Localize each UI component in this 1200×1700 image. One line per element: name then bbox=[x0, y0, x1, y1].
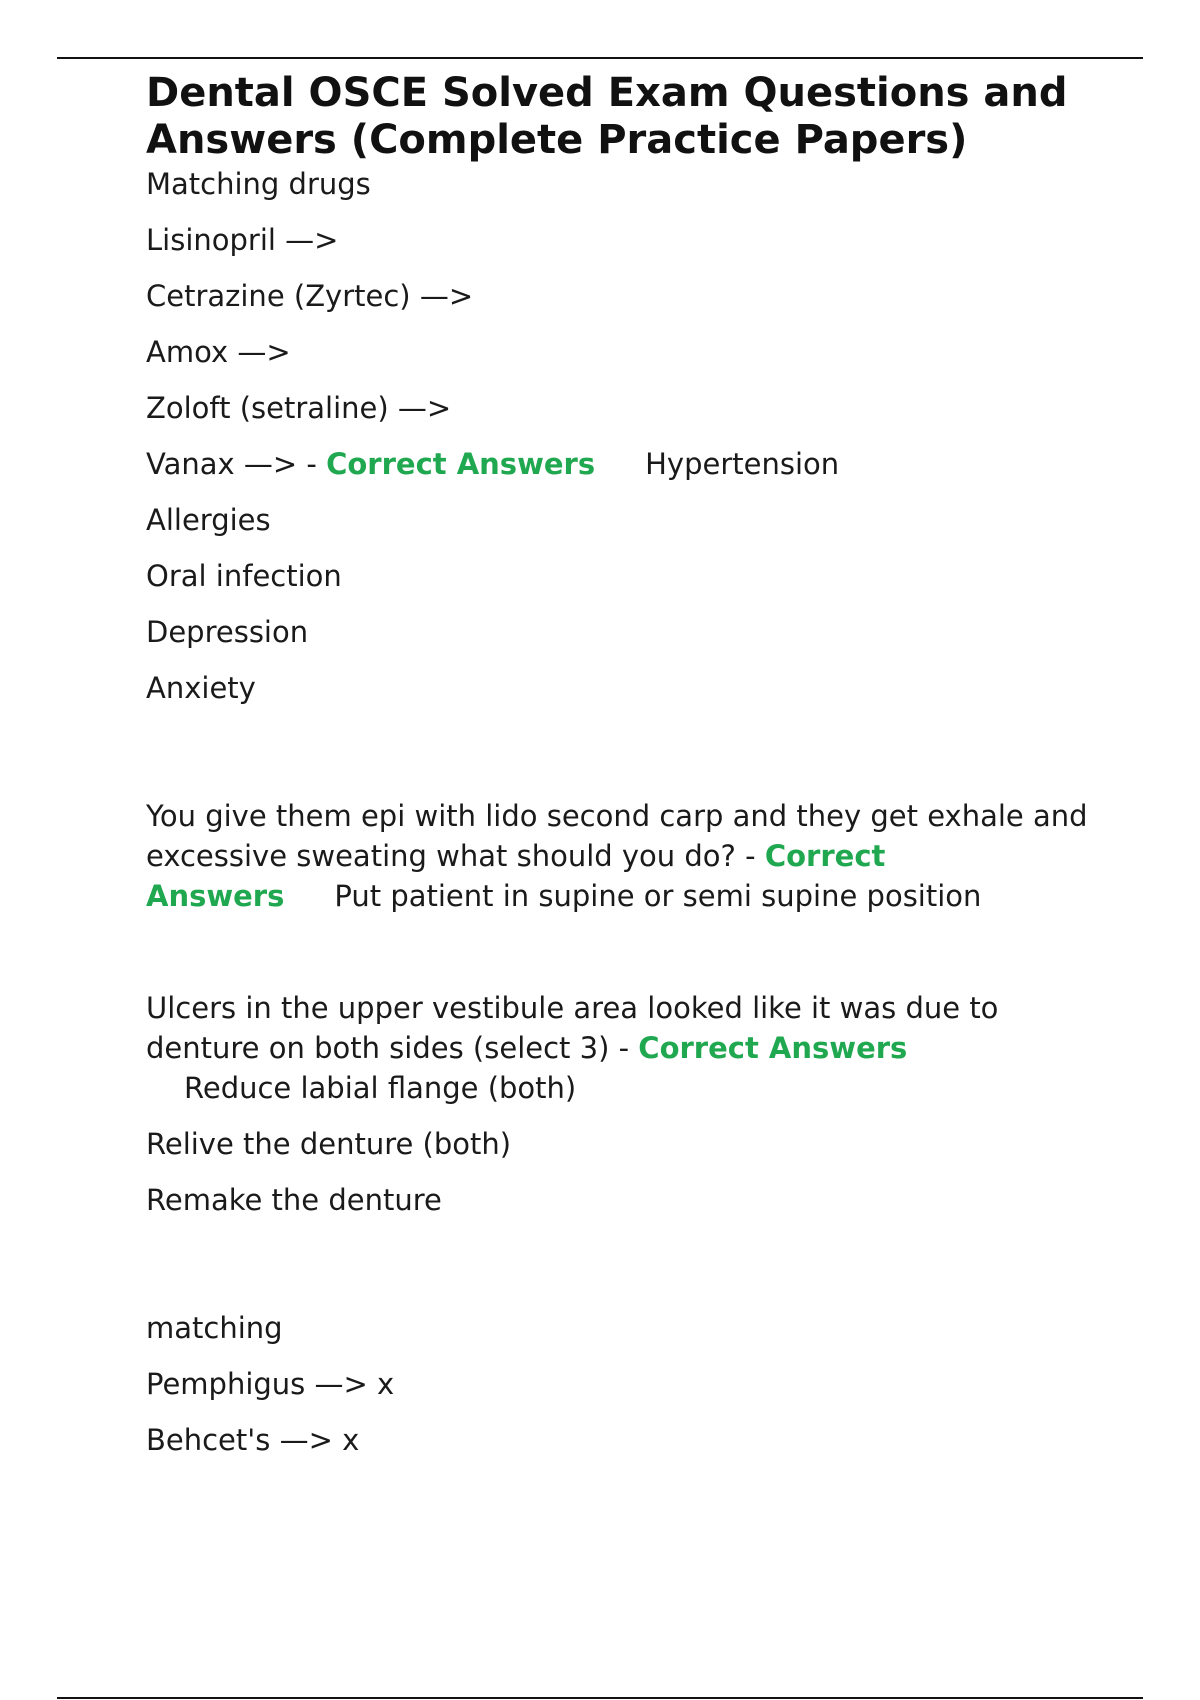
matching-item: Behcet's —> x bbox=[146, 1423, 360, 1457]
question-3 bbox=[146, 988, 1106, 1220]
drug-item: Amox —> bbox=[146, 335, 291, 369]
answer-item: Relive the denture (both) bbox=[146, 1127, 512, 1161]
question-text: denture on both sides (select 3) - bbox=[146, 1031, 639, 1065]
drug-item-text: Vanax —> - bbox=[146, 447, 327, 481]
drug-item: Cetrazine (Zyrtec) —> bbox=[146, 279, 474, 313]
document-title: Dental OSCE Solved Exam Questions and Answers (Complete Practice Papers) bbox=[146, 70, 1068, 163]
top-rule bbox=[57, 57, 1143, 59]
matching-item: Pemphigus —> x bbox=[146, 1367, 395, 1401]
drug-item: Zoloft (setraline) —> bbox=[146, 391, 452, 425]
answer-item: Anxiety bbox=[146, 671, 256, 705]
answer-item: Oral infection bbox=[146, 559, 342, 593]
bottom-rule bbox=[57, 1697, 1143, 1699]
answer-item: Depression bbox=[146, 615, 309, 649]
correct-answers-label: Correct Answers bbox=[326, 447, 596, 481]
correct-answers-label-part2: Answers bbox=[146, 879, 285, 913]
question-3-line-2 bbox=[146, 1028, 1106, 1068]
question-4 bbox=[146, 1308, 1106, 1460]
question-1-heading: Matching drugs bbox=[146, 167, 371, 201]
answer-item: Reduce labial flange (both) bbox=[184, 1071, 577, 1105]
correct-answers-label: Correct Answers bbox=[638, 1031, 908, 1065]
answer-item: Remake the denture bbox=[146, 1183, 442, 1217]
drug-item-last bbox=[146, 444, 1106, 484]
question-1 bbox=[146, 164, 1106, 708]
answer-item: Hypertension bbox=[645, 447, 840, 481]
document-body bbox=[146, 70, 1106, 1476]
answer-text: Put patient in supine or semi supine position bbox=[334, 879, 982, 913]
answer-item: Allergies bbox=[146, 503, 271, 537]
question-4-heading: matching bbox=[146, 1311, 283, 1345]
question-2 bbox=[146, 796, 1106, 916]
drug-item: Lisinopril —> bbox=[146, 223, 339, 257]
question-3-line-1: Ulcers in the upper vestibule area looked like it was due to bbox=[146, 991, 999, 1025]
question-text: You give them epi with lido second carp and they get exhale and excessive sweating what should you do? - bbox=[146, 799, 1088, 873]
question-2-text bbox=[146, 796, 1106, 916]
correct-answers-label-part1: Correct bbox=[764, 839, 886, 873]
